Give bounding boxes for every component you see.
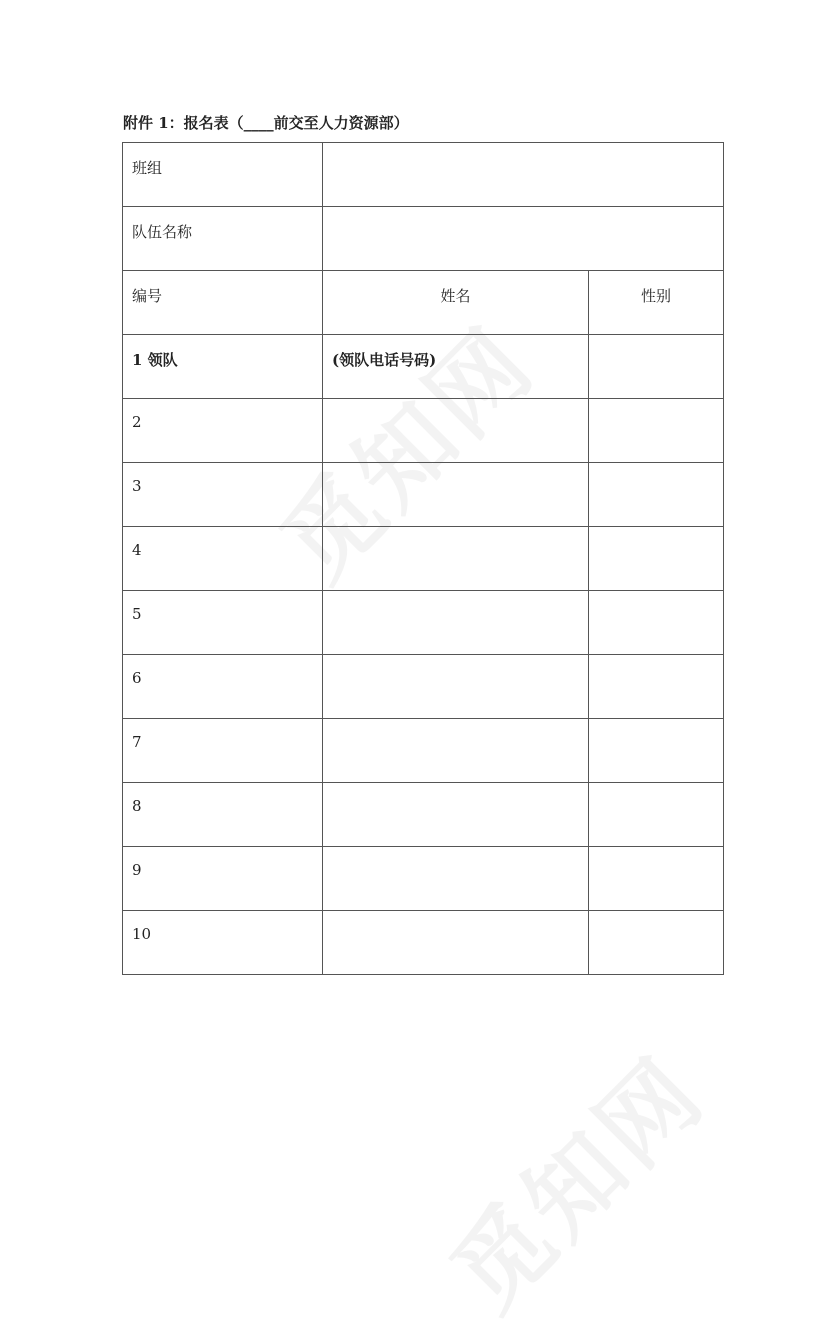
name-field[interactable]: [323, 463, 589, 527]
gender-field[interactable]: [589, 847, 724, 911]
name-field[interactable]: [323, 655, 589, 719]
name-field[interactable]: [323, 719, 589, 783]
name-field[interactable]: [323, 911, 589, 975]
row-number: 9: [123, 847, 323, 911]
header-gender: 性别: [589, 271, 724, 335]
info-value-field[interactable]: [323, 207, 724, 271]
name-field[interactable]: [323, 399, 589, 463]
row-number: 2: [123, 399, 323, 463]
row-number: 5: [123, 591, 323, 655]
name-field[interactable]: [323, 847, 589, 911]
gender-field[interactable]: [589, 783, 724, 847]
member-row: [123, 399, 724, 463]
leader-name-field[interactable]: (领队电话号码): [323, 335, 589, 399]
name-field[interactable]: [323, 783, 589, 847]
form-title: 附件 1：报名表（____前交至人力资源部）: [123, 114, 409, 132]
gender-field[interactable]: [589, 911, 724, 975]
gender-field[interactable]: [589, 719, 724, 783]
name-field[interactable]: [323, 527, 589, 591]
leader-number: 1 领队: [123, 335, 323, 399]
row-number: 8: [123, 783, 323, 847]
header-name: 姓名: [323, 271, 589, 335]
watermark: [416, 1022, 729, 1335]
member-row: [123, 463, 724, 527]
member-row: [123, 591, 724, 655]
member-row: [123, 783, 724, 847]
info-label: 班组: [123, 143, 323, 207]
gender-field[interactable]: [589, 527, 724, 591]
member-row: [123, 847, 724, 911]
registration-table: [122, 142, 724, 975]
info-label: 队伍名称: [123, 207, 323, 271]
row-number: 10: [123, 911, 323, 975]
info-row-squad-name: [123, 207, 724, 271]
leader-gender-field[interactable]: [589, 335, 724, 399]
member-row: [123, 719, 724, 783]
name-field[interactable]: [323, 591, 589, 655]
row-number: 4: [123, 527, 323, 591]
gender-field[interactable]: [589, 399, 724, 463]
info-row-team: [123, 143, 724, 207]
member-row: [123, 911, 724, 975]
row-number: 7: [123, 719, 323, 783]
gender-field[interactable]: [589, 463, 724, 527]
row-number: 6: [123, 655, 323, 719]
member-row: [123, 655, 724, 719]
info-value-field[interactable]: [323, 143, 724, 207]
header-row: [123, 271, 724, 335]
gender-field[interactable]: [589, 655, 724, 719]
member-row: [123, 527, 724, 591]
row-number: 3: [123, 463, 323, 527]
header-number: 编号: [123, 271, 323, 335]
gender-field[interactable]: [589, 591, 724, 655]
leader-row: [123, 335, 724, 399]
